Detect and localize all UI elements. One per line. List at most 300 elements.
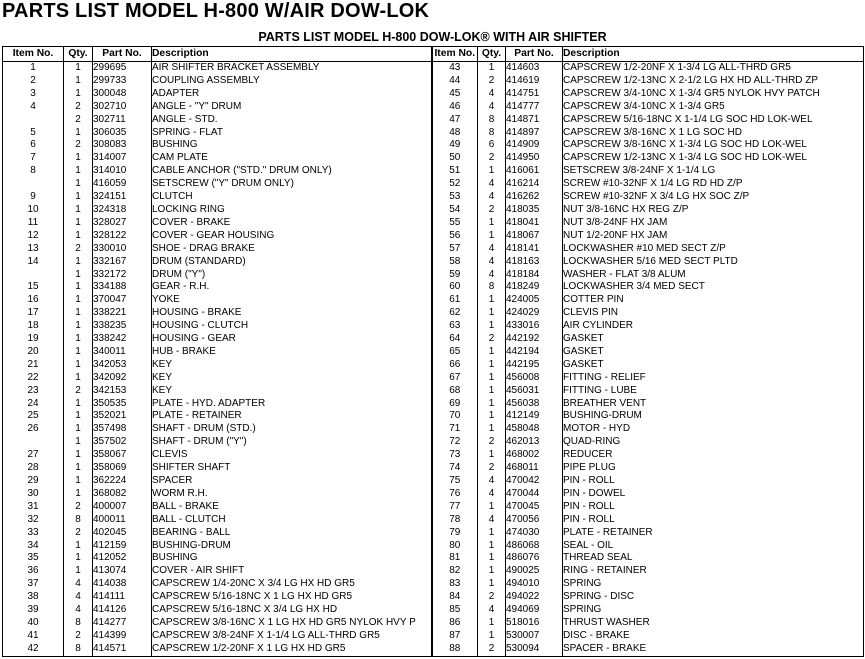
- item-no-cell: 18: [3, 320, 64, 333]
- part-no-cell: 314007: [93, 152, 152, 165]
- item-no-cell: 44: [432, 75, 478, 88]
- item-no-cell: 69: [432, 398, 478, 411]
- description-cell: RING - RETAINER: [563, 565, 864, 578]
- table-row: [3, 269, 864, 282]
- qty-cell: 1: [64, 307, 93, 320]
- part-no-cell: 414751: [506, 88, 563, 101]
- table-row: [3, 191, 864, 204]
- part-no-cell: 362224: [93, 475, 152, 488]
- part-no-cell: 350535: [93, 398, 152, 411]
- description-cell: CAPSCREW 3/4-10NC X 1-3/4 GR5 NYLOK HVY PATCH: [563, 88, 864, 101]
- item-no-cell: 30: [3, 488, 64, 501]
- description-cell: BALL - BRAKE: [152, 501, 432, 514]
- part-no-cell: 412159: [93, 540, 152, 553]
- qty-cell: 1: [478, 320, 506, 333]
- item-no-cell: 68: [432, 385, 478, 398]
- description-cell: CAPSCREW 3/8-24NF X 1-1/4 LG ALL-THRD GR5: [152, 630, 432, 643]
- qty-cell: 2: [64, 101, 93, 114]
- part-no-cell: 494069: [506, 604, 563, 617]
- qty-cell: 1: [64, 88, 93, 101]
- qty-cell: 2: [478, 333, 506, 346]
- description-cell: LOCKWASHER #10 MED SECT Z/P: [563, 243, 864, 256]
- description-cell: COVER - GEAR HOUSING: [152, 230, 432, 243]
- part-no-cell: 530007: [506, 630, 563, 643]
- item-no-cell: 76: [432, 488, 478, 501]
- part-no-cell: 342092: [93, 372, 152, 385]
- description-cell: CAPSCREW 1/2-20NF X 1 LG HX HD GR5: [152, 643, 432, 656]
- item-no-cell: 16: [3, 294, 64, 307]
- table-row: [3, 630, 864, 643]
- table-header-row: [3, 47, 864, 62]
- qty-cell: 1: [64, 152, 93, 165]
- description-cell: SHAFT - DRUM ("Y"): [152, 436, 432, 449]
- qty-cell: 1: [478, 165, 506, 178]
- description-cell: CAPSCREW 5/16-18NC X 1-1/4 LG SOC HD LOK-WEL: [563, 114, 864, 127]
- description-cell: THREAD SEAL: [563, 552, 864, 565]
- part-no-cell: 433016: [506, 320, 563, 333]
- item-no-cell: 33: [3, 527, 64, 540]
- part-no-cell: 416214: [506, 178, 563, 191]
- table-row: [3, 462, 864, 475]
- table-row: [3, 101, 864, 114]
- part-no-cell: 470045: [506, 501, 563, 514]
- part-no-cell: 413074: [93, 565, 152, 578]
- item-no-cell: 82: [432, 565, 478, 578]
- item-no-cell: 2: [3, 75, 64, 88]
- item-no-cell: 26: [3, 423, 64, 436]
- qty-cell: 2: [64, 385, 93, 398]
- qty-cell: 1: [64, 540, 93, 553]
- qty-cell: 2: [64, 243, 93, 256]
- table-row: [3, 604, 864, 617]
- item-no-cell: 61: [432, 294, 478, 307]
- qty-cell: 1: [64, 62, 93, 75]
- qty-cell: 4: [64, 591, 93, 604]
- qty-cell: 1: [478, 578, 506, 591]
- part-no-cell: 306035: [93, 127, 152, 140]
- qty-cell: 1: [64, 269, 93, 282]
- part-no-cell: 414950: [506, 152, 563, 165]
- item-no-cell: 57: [432, 243, 478, 256]
- description-cell: LOCKING RING: [152, 204, 432, 217]
- table-row: [3, 243, 864, 256]
- qty-cell: 1: [478, 294, 506, 307]
- description-cell: ANGLE - STD.: [152, 114, 432, 127]
- part-no-cell: 358069: [93, 462, 152, 475]
- item-no-cell: 11: [3, 217, 64, 230]
- part-no-cell: 342153: [93, 385, 152, 398]
- description-cell: SPRING: [563, 578, 864, 591]
- table-row: [3, 617, 864, 630]
- item-no-cell: [3, 436, 64, 449]
- table-row: [3, 410, 864, 423]
- item-no-cell: 31: [3, 501, 64, 514]
- description-cell: COUPLING ASSEMBLY: [152, 75, 432, 88]
- item-no-cell: 75: [432, 475, 478, 488]
- item-no-cell: 40: [3, 617, 64, 630]
- qty-cell: 4: [478, 514, 506, 527]
- header-item-no: Item No.: [432, 47, 478, 62]
- part-no-cell: 456038: [506, 398, 563, 411]
- part-no-cell: 352021: [93, 410, 152, 423]
- header-part-no: Part No.: [506, 47, 563, 62]
- table-row: [3, 488, 864, 501]
- qty-cell: 1: [64, 127, 93, 140]
- qty-cell: 4: [478, 269, 506, 282]
- part-no-cell: 418184: [506, 269, 563, 282]
- qty-cell: 1: [64, 359, 93, 372]
- part-no-cell: 442192: [506, 333, 563, 346]
- item-no-cell: 65: [432, 346, 478, 359]
- item-no-cell: 23: [3, 385, 64, 398]
- qty-cell: 1: [64, 294, 93, 307]
- header-part-no: Part No.: [93, 47, 152, 62]
- part-no-cell: 424029: [506, 307, 563, 320]
- description-cell: CABLE ANCHOR ("STD." DRUM ONLY): [152, 165, 432, 178]
- qty-cell: 1: [64, 217, 93, 230]
- part-no-cell: 308083: [93, 139, 152, 152]
- part-no-cell: 328027: [93, 217, 152, 230]
- part-no-cell: 414619: [506, 75, 563, 88]
- item-no-cell: 22: [3, 372, 64, 385]
- item-no-cell: 85: [432, 604, 478, 617]
- item-no-cell: 1: [3, 62, 64, 75]
- qty-cell: 1: [64, 552, 93, 565]
- description-cell: HOUSING - CLUTCH: [152, 320, 432, 333]
- item-no-cell: 34: [3, 540, 64, 553]
- table-row: [3, 230, 864, 243]
- description-cell: CLUTCH: [152, 191, 432, 204]
- part-no-cell: 357498: [93, 423, 152, 436]
- qty-cell: 1: [478, 540, 506, 553]
- description-cell: SPACER - BRAKE: [563, 643, 864, 656]
- item-no-cell: 60: [432, 281, 478, 294]
- description-cell: FITTING - LUBE: [563, 385, 864, 398]
- qty-cell: 1: [64, 372, 93, 385]
- item-no-cell: 73: [432, 449, 478, 462]
- item-no-cell: 59: [432, 269, 478, 282]
- description-cell: PLATE - RETAINER: [152, 410, 432, 423]
- item-no-cell: 37: [3, 578, 64, 591]
- part-no-cell: 328122: [93, 230, 152, 243]
- part-no-cell: 414399: [93, 630, 152, 643]
- qty-cell: 1: [478, 217, 506, 230]
- item-no-cell: 64: [432, 333, 478, 346]
- table-row: [3, 307, 864, 320]
- part-no-cell: 518016: [506, 617, 563, 630]
- description-cell: BUSHING-DRUM: [563, 410, 864, 423]
- qty-cell: 1: [64, 256, 93, 269]
- table-row: [3, 385, 864, 398]
- description-cell: SHOE - DRAG BRAKE: [152, 243, 432, 256]
- description-cell: PIN - DOWEL: [563, 488, 864, 501]
- qty-cell: 1: [64, 178, 93, 191]
- part-no-cell: 338235: [93, 320, 152, 333]
- part-no-cell: 442194: [506, 346, 563, 359]
- description-cell: DRUM ("Y"): [152, 269, 432, 282]
- description-cell: THRUST WASHER: [563, 617, 864, 630]
- qty-cell: 4: [478, 604, 506, 617]
- part-no-cell: 414038: [93, 578, 152, 591]
- item-no-cell: 35: [3, 552, 64, 565]
- table-row: [3, 294, 864, 307]
- table-row: [3, 62, 864, 75]
- description-cell: CAPSCREW 5/16-18NC X 1 LG HX HD GR5: [152, 591, 432, 604]
- qty-cell: 4: [478, 191, 506, 204]
- description-cell: CAPSCREW 3/8-16NC X 1 LG HX HD GR5 NYLOK HVY P: [152, 617, 432, 630]
- item-no-cell: 38: [3, 591, 64, 604]
- item-no-cell: 5: [3, 127, 64, 140]
- item-no-cell: 4: [3, 101, 64, 114]
- qty-cell: 2: [478, 75, 506, 88]
- part-no-cell: 368082: [93, 488, 152, 501]
- table-row: [3, 178, 864, 191]
- part-no-cell: 458048: [506, 423, 563, 436]
- qty-cell: 8: [64, 643, 93, 656]
- description-cell: CAPSCREW 3/4-10NC X 1-3/4 GR5: [563, 101, 864, 114]
- item-no-cell: 12: [3, 230, 64, 243]
- header-qty: Qty.: [478, 47, 506, 62]
- item-no-cell: 50: [432, 152, 478, 165]
- qty-cell: 1: [478, 423, 506, 436]
- qty-cell: 8: [478, 114, 506, 127]
- qty-cell: 2: [64, 501, 93, 514]
- qty-cell: 1: [64, 565, 93, 578]
- part-no-cell: 494010: [506, 578, 563, 591]
- qty-cell: 2: [478, 462, 506, 475]
- table-row: [3, 346, 864, 359]
- header-qty: Qty.: [64, 47, 93, 62]
- part-no-cell: 490025: [506, 565, 563, 578]
- description-cell: CAPSCREW 1/4-20NC X 3/4 LG HX HD GR5: [152, 578, 432, 591]
- description-cell: SPRING - DISC: [563, 591, 864, 604]
- part-no-cell: 338221: [93, 307, 152, 320]
- description-cell: SPACER: [152, 475, 432, 488]
- table-row: [3, 436, 864, 449]
- part-no-cell: 418067: [506, 230, 563, 243]
- table-row: [3, 552, 864, 565]
- item-no-cell: 58: [432, 256, 478, 269]
- qty-cell: 2: [478, 436, 506, 449]
- part-no-cell: 486076: [506, 552, 563, 565]
- description-cell: PIN - ROLL: [563, 475, 864, 488]
- item-no-cell: 45: [432, 88, 478, 101]
- table-row: [3, 165, 864, 178]
- item-no-cell: 10: [3, 204, 64, 217]
- part-no-cell: 414111: [93, 591, 152, 604]
- item-no-cell: 29: [3, 475, 64, 488]
- part-no-cell: 462013: [506, 436, 563, 449]
- parts-table-body: [3, 62, 864, 657]
- description-cell: BUSHING: [152, 552, 432, 565]
- item-no-cell: 80: [432, 540, 478, 553]
- description-cell: LOCKWASHER 5/16 MED SECT PLTD: [563, 256, 864, 269]
- description-cell: WASHER - FLAT 3/8 ALUM: [563, 269, 864, 282]
- qty-cell: 4: [478, 101, 506, 114]
- description-cell: SCREW #10-32NF X 1/4 LG RD HD Z/P: [563, 178, 864, 191]
- qty-cell: 1: [478, 617, 506, 630]
- part-no-cell: 302711: [93, 114, 152, 127]
- qty-cell: 2: [478, 643, 506, 656]
- item-no-cell: 25: [3, 410, 64, 423]
- description-cell: KEY: [152, 372, 432, 385]
- part-no-cell: 342053: [93, 359, 152, 372]
- part-no-cell: 414571: [93, 643, 152, 656]
- part-no-cell: 456008: [506, 372, 563, 385]
- qty-cell: 1: [478, 372, 506, 385]
- qty-cell: 1: [478, 346, 506, 359]
- description-cell: SCREW #10-32NF X 3/4 LG HX SOC Z/P: [563, 191, 864, 204]
- qty-cell: 8: [64, 514, 93, 527]
- item-no-cell: 62: [432, 307, 478, 320]
- description-cell: BUSHING-DRUM: [152, 540, 432, 553]
- table-row: [3, 398, 864, 411]
- table-row: [3, 423, 864, 436]
- description-cell: BUSHING: [152, 139, 432, 152]
- qty-cell: 1: [478, 527, 506, 540]
- table-row: [3, 333, 864, 346]
- qty-cell: 2: [64, 630, 93, 643]
- description-cell: SHAFT - DRUM (STD.): [152, 423, 432, 436]
- qty-cell: 8: [64, 617, 93, 630]
- part-no-cell: 300048: [93, 88, 152, 101]
- qty-cell: 1: [64, 75, 93, 88]
- item-no-cell: 48: [432, 127, 478, 140]
- item-no-cell: 51: [432, 165, 478, 178]
- part-no-cell: 324318: [93, 204, 152, 217]
- part-no-cell: 414777: [506, 101, 563, 114]
- qty-cell: 1: [64, 191, 93, 204]
- item-no-cell: 7: [3, 152, 64, 165]
- description-cell: AIR SHIFTER BRACKET ASSEMBLY: [152, 62, 432, 75]
- item-no-cell: 67: [432, 372, 478, 385]
- qty-cell: 1: [64, 333, 93, 346]
- description-cell: CAPSCREW 1/2-20NF X 1-3/4 LG ALL-THRD GR5: [563, 62, 864, 75]
- part-no-cell: 470044: [506, 488, 563, 501]
- item-no-cell: 36: [3, 565, 64, 578]
- description-cell: ANGLE - "Y" DRUM: [152, 101, 432, 114]
- description-cell: CLEVIS: [152, 449, 432, 462]
- part-no-cell: 302710: [93, 101, 152, 114]
- item-no-cell: 78: [432, 514, 478, 527]
- qty-cell: 1: [478, 62, 506, 75]
- description-cell: SEAL - OIL: [563, 540, 864, 553]
- description-cell: GASKET: [563, 346, 864, 359]
- table-row: [3, 475, 864, 488]
- qty-cell: 1: [478, 630, 506, 643]
- part-no-cell: 416262: [506, 191, 563, 204]
- part-no-cell: 418041: [506, 217, 563, 230]
- description-cell: GASKET: [563, 359, 864, 372]
- table-row: [3, 643, 864, 656]
- part-no-cell: 358067: [93, 449, 152, 462]
- part-no-cell: 299695: [93, 62, 152, 75]
- qty-cell: 1: [64, 346, 93, 359]
- item-no-cell: 81: [432, 552, 478, 565]
- part-no-cell: 370047: [93, 294, 152, 307]
- part-no-cell: 418035: [506, 204, 563, 217]
- item-no-cell: 42: [3, 643, 64, 656]
- item-no-cell: 47: [432, 114, 478, 127]
- item-no-cell: 3: [3, 88, 64, 101]
- qty-cell: 1: [64, 281, 93, 294]
- qty-cell: 1: [478, 359, 506, 372]
- description-cell: CAPSCREW 1/2-13NC X 1-3/4 LG SOC HD LOK-WEL: [563, 152, 864, 165]
- part-no-cell: 470042: [506, 475, 563, 488]
- table-row: [3, 114, 864, 127]
- description-cell: PIN - ROLL: [563, 514, 864, 527]
- item-no-cell: 71: [432, 423, 478, 436]
- part-no-cell: 332172: [93, 269, 152, 282]
- table-row: [3, 217, 864, 230]
- part-no-cell: 402045: [93, 527, 152, 540]
- item-no-cell: 49: [432, 139, 478, 152]
- item-no-cell: 20: [3, 346, 64, 359]
- part-no-cell: 414909: [506, 139, 563, 152]
- description-cell: PIPE PLUG: [563, 462, 864, 475]
- description-cell: CAM PLATE: [152, 152, 432, 165]
- table-row: [3, 256, 864, 269]
- item-no-cell: 28: [3, 462, 64, 475]
- qty-cell: 1: [478, 565, 506, 578]
- description-cell: HOUSING - BRAKE: [152, 307, 432, 320]
- part-no-cell: 412149: [506, 410, 563, 423]
- item-no-cell: 13: [3, 243, 64, 256]
- part-no-cell: 418141: [506, 243, 563, 256]
- table-row: [3, 565, 864, 578]
- item-no-cell: 70: [432, 410, 478, 423]
- item-no-cell: 15: [3, 281, 64, 294]
- description-cell: CAPSCREW 3/8-16NC X 1-3/4 LG SOC HD LOK-WEL: [563, 139, 864, 152]
- part-no-cell: 494022: [506, 591, 563, 604]
- item-no-cell: 79: [432, 527, 478, 540]
- item-no-cell: 63: [432, 320, 478, 333]
- table-row: [3, 514, 864, 527]
- table-row: [3, 204, 864, 217]
- qty-cell: 4: [478, 178, 506, 191]
- description-cell: HOUSING - GEAR: [152, 333, 432, 346]
- qty-cell: 1: [64, 475, 93, 488]
- qty-cell: 1: [64, 398, 93, 411]
- item-no-cell: [3, 269, 64, 282]
- item-no-cell: 19: [3, 333, 64, 346]
- item-no-cell: 39: [3, 604, 64, 617]
- qty-cell: 4: [478, 243, 506, 256]
- qty-cell: 2: [64, 114, 93, 127]
- item-no-cell: 17: [3, 307, 64, 320]
- item-no-cell: 66: [432, 359, 478, 372]
- qty-cell: 8: [478, 281, 506, 294]
- qty-cell: 1: [64, 320, 93, 333]
- part-no-cell: 400011: [93, 514, 152, 527]
- table-row: [3, 75, 864, 88]
- description-cell: AIR CYLINDER: [563, 320, 864, 333]
- description-cell: PIN - ROLL: [563, 501, 864, 514]
- item-no-cell: 27: [3, 449, 64, 462]
- part-no-cell: 357502: [93, 436, 152, 449]
- description-cell: FITTING - RELIEF: [563, 372, 864, 385]
- qty-cell: 4: [478, 488, 506, 501]
- item-no-cell: 83: [432, 578, 478, 591]
- item-no-cell: 86: [432, 617, 478, 630]
- qty-cell: 4: [478, 88, 506, 101]
- description-cell: DRUM (STANDARD): [152, 256, 432, 269]
- parts-table: [2, 46, 864, 657]
- qty-cell: 6: [478, 139, 506, 152]
- item-no-cell: 41: [3, 630, 64, 643]
- qty-cell: 1: [478, 307, 506, 320]
- qty-cell: 1: [64, 488, 93, 501]
